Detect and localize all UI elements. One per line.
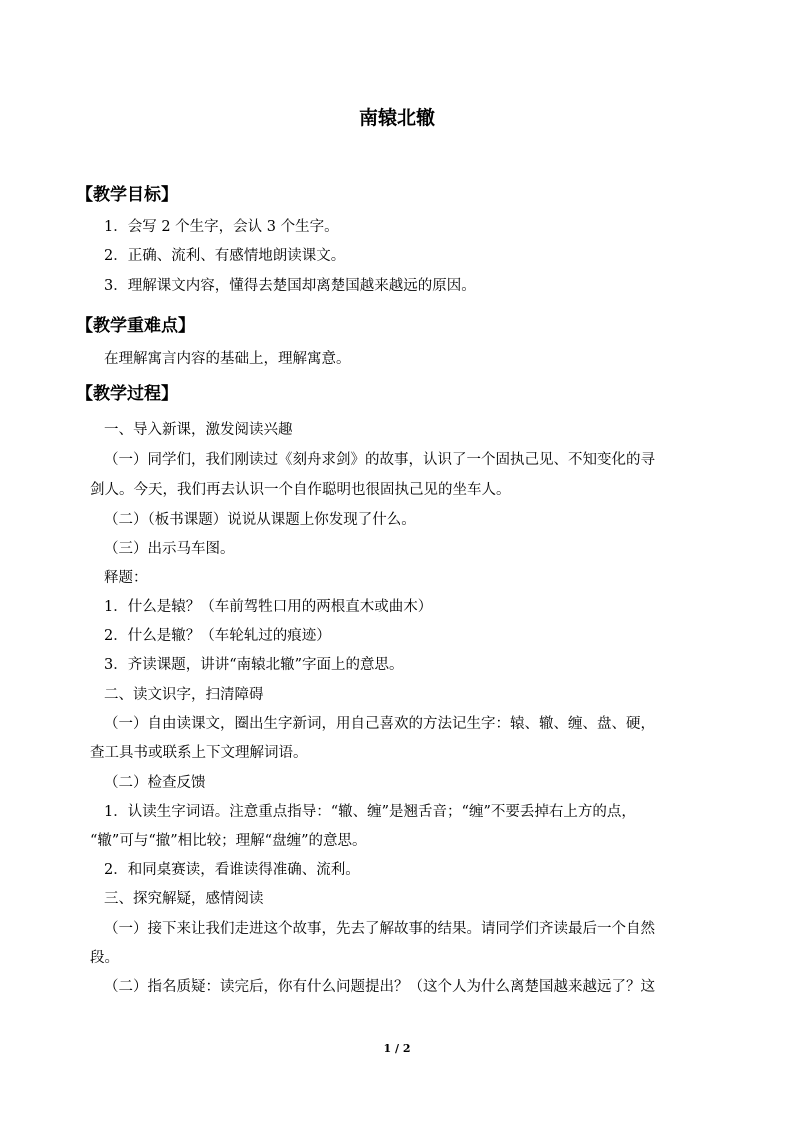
process-line: （一）同学们，我们刚读过《刻舟求剑》的故事，认识了一个固执己见、不知变化的寻 [104, 452, 655, 468]
process-line: （一）接下来让我们走进这个故事，先去了解故事的结果。请同学们齐读最后一个自然 [104, 921, 655, 937]
process-line: 段。 [90, 950, 119, 966]
process-line: 二、读文识字，扫清障碍 [104, 687, 264, 703]
process-line: （二）检查反馈 [104, 775, 206, 791]
section-heading-goals: 【教学目标】 [76, 185, 178, 205]
process-line: 一、导入新课，激发阅读兴趣 [104, 422, 293, 438]
process-line: 2．和同桌赛读，看谁读得准确、流利。 [104, 862, 360, 878]
goal-item: 2．正确、流利、有感情地朗读课文。 [104, 248, 346, 264]
process-line: 释题： [104, 570, 148, 586]
page-title: 南辕北辙 [358, 107, 435, 129]
key-points-text: 在理解寓言内容的基础上，理解寓意。 [104, 351, 351, 367]
process-line: 剑人。今天，我们再去认识一个自作聪明也很固执己见的坐车人。 [90, 482, 511, 498]
process-line: （二）（板书课题）说说从课题上你发现了什么。 [104, 512, 416, 528]
process-line: 1．认读生字词语。注意重点指导：“辙、缠”是翘舌音；“缠”不要丢掉右上方的点， [104, 804, 636, 820]
goal-item: 3．理解课文内容，懂得去楚国却离楚国越来越远的原因。 [104, 278, 476, 294]
process-line: “辙”可与“撤”相比较；理解“盘缠”的意思。 [90, 833, 367, 849]
process-line: （三）出示马车图。 [104, 541, 235, 557]
process-line: 三、探究解疑，感情阅读 [104, 891, 264, 907]
process-line: （二）指名质疑：读完后，你有什么问题提出？（这个人为什么离楚国越来越远了？这 [104, 979, 655, 995]
goal-item: 1．会写 2 个生字，会认 3 个生字。 [104, 219, 339, 235]
process-line: 1．什么是辕？（车前驾牲口用的两根直木或曲木） [104, 599, 433, 615]
page-number: 1 / 2 [383, 1042, 411, 1055]
section-heading-process: 【教学过程】 [76, 384, 178, 404]
process-line: 查工具书或联系上下文理解词语。 [90, 745, 308, 761]
process-line: 3．齐读课题，讲讲“南辕北辙”字面上的意思。 [104, 657, 404, 673]
process-line: （一）自由读课文，圈出生字新词，用自己喜欢的方法记生字：辕、辙、缠、盘、硬， [104, 716, 655, 732]
section-heading-key-points: 【教学重难点】 [76, 316, 195, 336]
process-line: 2．什么是辙？（车轮轧过的痕迹） [104, 628, 331, 644]
